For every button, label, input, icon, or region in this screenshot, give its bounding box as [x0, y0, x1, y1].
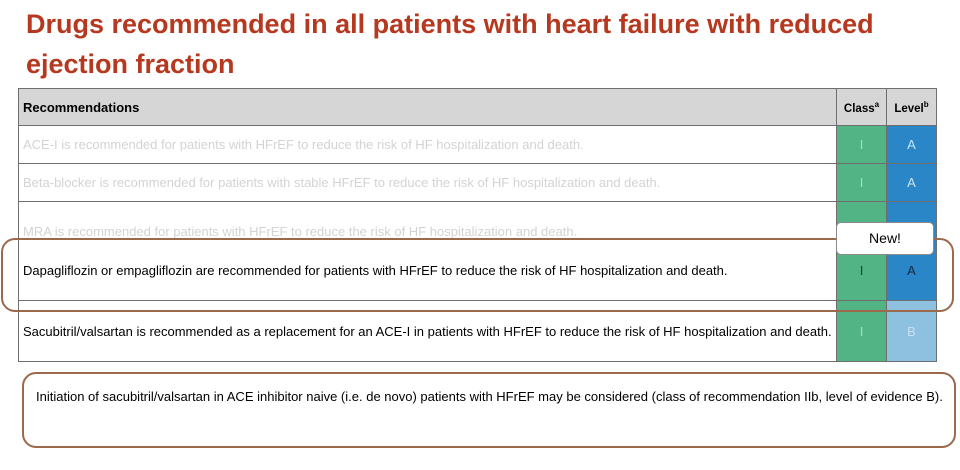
- row-level: B: [887, 301, 937, 362]
- header-class-label: Class: [843, 102, 875, 115]
- table-row: [19, 202, 937, 240]
- row-recommendation: Dapagliflozin or empagliflozin are recommended for patients with HFrEF to reduce the risk of HF hospitalization and death.: [19, 240, 837, 301]
- header-level-sup: b: [923, 99, 929, 109]
- note-box: Initiation of sacubitril/valsartan in ACE inhibitor naive (i.e. de novo) patients with HFrEF may be considered (class of recommendation IIb, level of evidence B).: [22, 372, 956, 448]
- row-recommendation: Sacubitril/valsartan is recommended as a replacement for an ACE-I in patients with HFrEF to reduce the risk of HF hospitalization and death.: [19, 301, 837, 362]
- recommendations-table: [18, 88, 937, 362]
- header-class-sup: a: [874, 99, 880, 109]
- row-recommendation: MRA is recommended for patients with HFrEF to reduce the risk of HF hospitalization and death.: [19, 202, 837, 240]
- header-recommendations: Recommendations: [19, 89, 837, 126]
- highlight-outline: [1, 238, 954, 312]
- new-badge: New!: [836, 222, 934, 255]
- row-class: I: [837, 240, 887, 301]
- row-level: A: [887, 164, 937, 202]
- row-class: I: [837, 164, 887, 202]
- header-class: [837, 89, 887, 126]
- slide-title: Drugs recommended in all patients with heart failure with reduced ejection fraction: [26, 9, 874, 79]
- table-row: [19, 126, 937, 164]
- row-recommendation: ACE-I is recommended for patients with HFrEF to reduce the risk of HF hospitalization and death.: [19, 126, 837, 164]
- row-recommendation: Beta-blocker is recommended for patients with stable HFrEF to reduce the risk of HF hospitalization and death.: [19, 164, 837, 202]
- row-class: I: [837, 126, 887, 164]
- header-level: [887, 89, 937, 126]
- table-header-row: [19, 89, 937, 126]
- row-level: A: [887, 240, 937, 301]
- header-level-label: Level: [894, 102, 924, 115]
- row-class: I: [837, 301, 887, 362]
- table-row: [19, 164, 937, 202]
- row-level: A: [887, 126, 937, 164]
